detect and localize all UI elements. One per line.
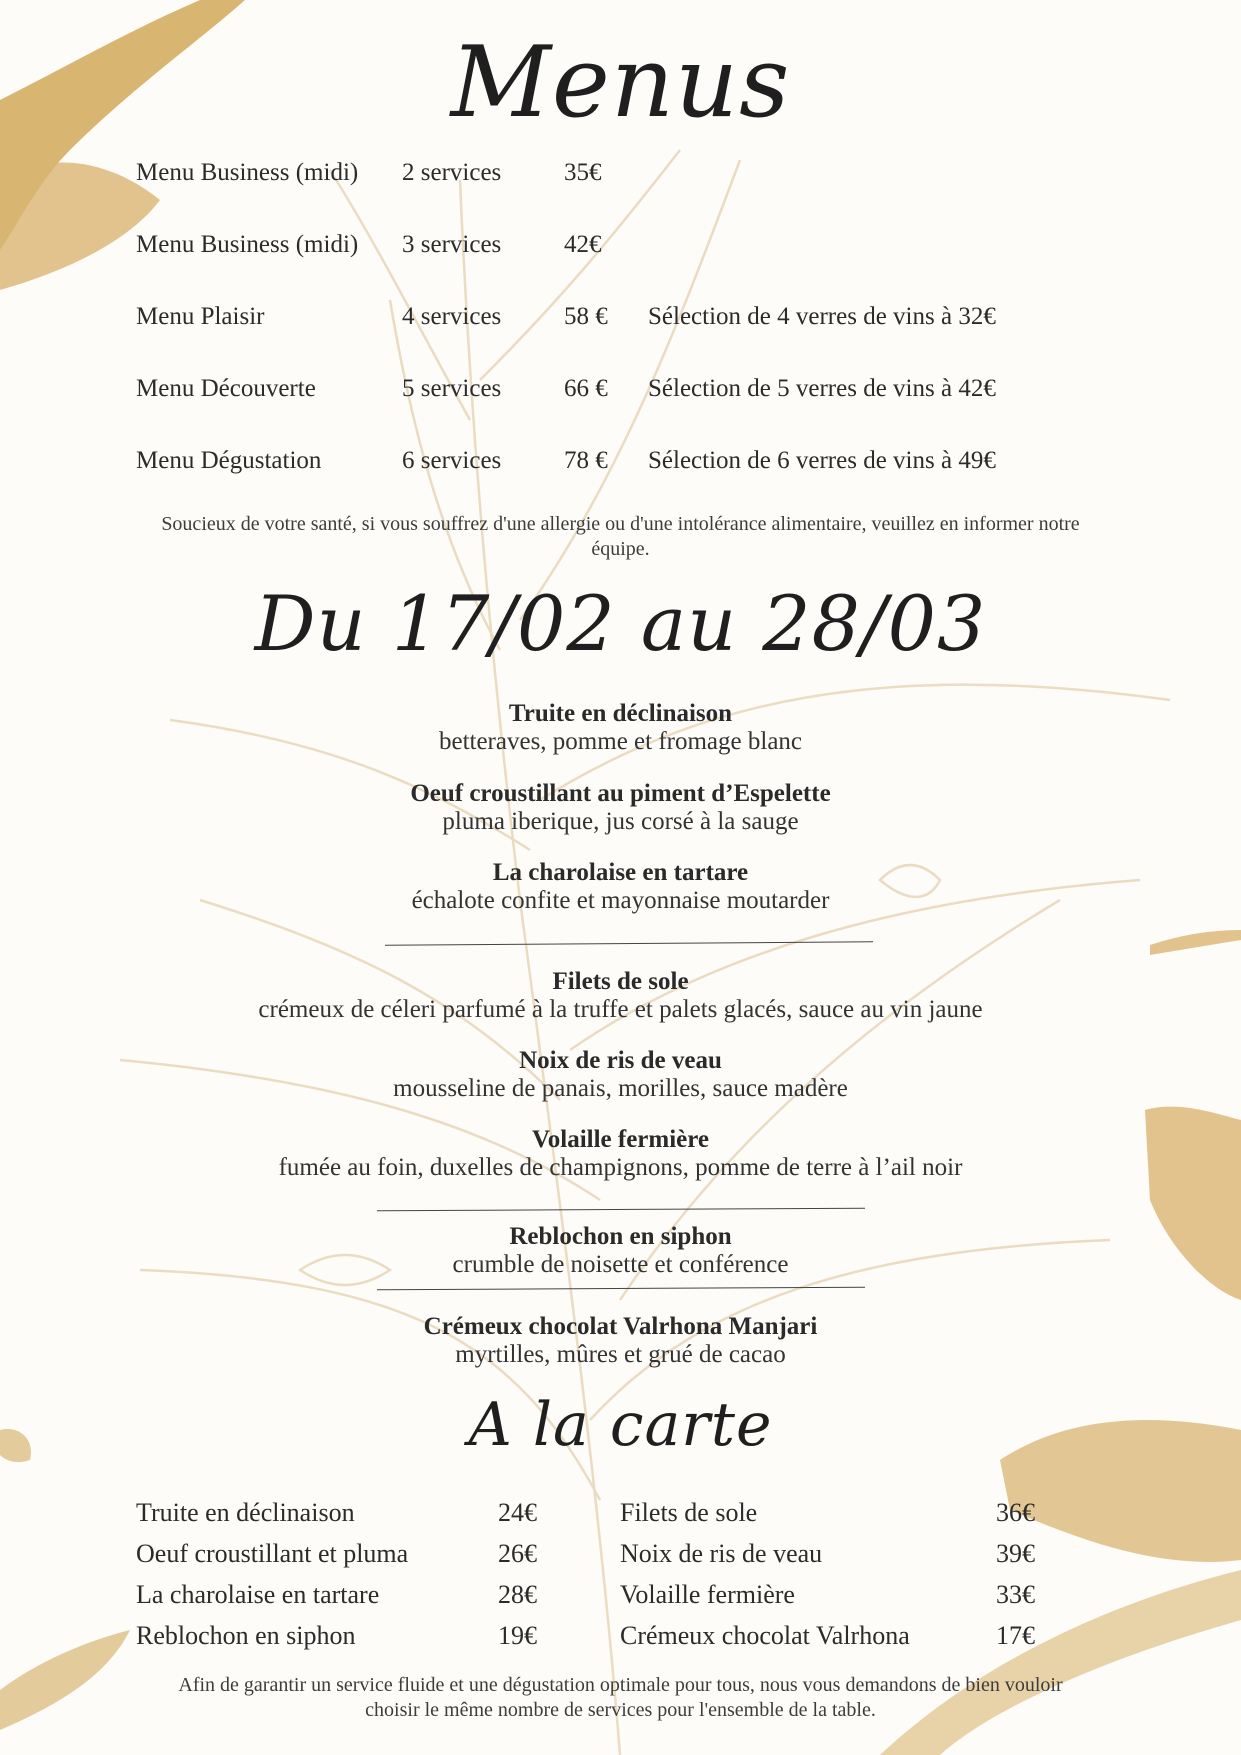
menu-price: 58 € <box>564 303 608 330</box>
a-la-carte-title: A la carte <box>468 1390 773 1460</box>
carte-item-price: 19€ <box>498 1621 537 1650</box>
dish-name: Volaille fermière <box>531 1126 709 1153</box>
dish-description: betteraves, pomme et fromage blanc <box>438 728 803 755</box>
dish-name: Noix de ris de veau <box>519 1047 722 1074</box>
dish-description: crémeux de céleri parfumé à la truffe et palets glacés, sauce au vin jaune <box>258 996 983 1023</box>
dish <box>120 1126 1121 1182</box>
carte-item-price: 33€ <box>996 1580 1035 1609</box>
menu-services: 5 services <box>402 375 502 402</box>
menu-price: 35€ <box>564 159 602 186</box>
carte-item-name: Truite en déclinaison <box>136 1498 355 1527</box>
carte-item-price: 17€ <box>996 1621 1035 1650</box>
carte-item-price: 26€ <box>498 1539 537 1568</box>
menu-row <box>136 158 1116 230</box>
carte-item-name: Crémeux chocolat Valrhona <box>620 1621 910 1650</box>
dish-description: pluma iberique, jus corsé à la sauge <box>442 808 799 835</box>
dates-title: Du 17/02 au 28/03 <box>254 579 987 668</box>
carte-item-price: 28€ <box>498 1580 537 1609</box>
dish-name: Filets de sole <box>552 968 689 995</box>
menu-services: 3 services <box>402 231 502 258</box>
menus-title: Menus <box>450 26 791 140</box>
dish-name: Reblochon en siphon <box>509 1223 732 1250</box>
menu-name: Menu Dégustation <box>136 447 322 474</box>
divider-line <box>377 1208 865 1212</box>
menu-wine-pairing: Sélection de 6 verres de vins à 49€ <box>648 447 996 474</box>
dish <box>120 1223 1121 1279</box>
divider-line <box>385 941 873 945</box>
menu-row <box>136 230 1116 302</box>
menu-name: Menu Découverte <box>136 375 316 402</box>
menu-table <box>136 158 1116 518</box>
menu-price: 42€ <box>564 231 602 258</box>
carte-item-name: Filets de sole <box>620 1498 758 1527</box>
carte-item-name: Oeuf croustillant et pluma <box>136 1539 409 1568</box>
dish <box>120 859 1121 915</box>
menu-services: 6 services <box>402 447 502 474</box>
carte-item-name: La charolaise en tartare <box>136 1580 380 1609</box>
menu-wine-pairing: Sélection de 5 verres de vins à 42€ <box>648 375 996 402</box>
dish-description: échalote confite et mayonnaise moutarder <box>411 887 830 914</box>
dish-description: fumée au foin, duxelles de champignons, pomme de terre à l’ail noir <box>278 1154 963 1181</box>
menu-wine-pairing: Sélection de 4 verres de vins à 32€ <box>648 303 996 330</box>
dish <box>120 968 1121 1024</box>
menu-services: 2 services <box>402 159 502 186</box>
dish-name: Truite en déclinaison <box>508 700 733 727</box>
carte-item-name: Reblochon en siphon <box>136 1621 356 1650</box>
menu-name: Menu Business (midi) <box>136 159 359 186</box>
dish-name: La charolaise en tartare <box>492 859 749 886</box>
dish-name: Oeuf croustillant au piment d’Espelette <box>410 780 831 807</box>
carte-item-name: Noix de ris de veau <box>620 1539 823 1568</box>
dish-description: myrtilles, mûres et grué de cacao <box>455 1341 786 1368</box>
menu-name: Menu Plaisir <box>136 303 265 330</box>
allergy-note: Soucieux de votre santé, si vous souffrez d'une allergie ou d'une intolérance alimentaire, veuillez en informer notre équipe. <box>161 513 1080 560</box>
service-note: Afin de garantir un service fluide et une dégustation optimale pour tous, nous vous demandons de bien vouloir choisir le même nombre de services pour l'ensemble de la table. <box>178 1674 1063 1721</box>
dish <box>120 1313 1121 1369</box>
menu-price: 66 € <box>564 375 608 402</box>
dish-description: crumble de noisette et conférence <box>452 1251 789 1278</box>
menu-price: 78 € <box>564 447 608 474</box>
dish <box>120 780 1121 836</box>
menu-row <box>136 374 1116 446</box>
divider-line <box>377 1287 865 1291</box>
carte-item-price: 24€ <box>498 1498 537 1527</box>
menu-row <box>136 302 1116 374</box>
dish-description: mousseline de panais, morilles, sauce madère <box>393 1075 848 1102</box>
menu-name: Menu Business (midi) <box>136 231 359 258</box>
menu-services: 4 services <box>402 303 502 330</box>
dish <box>120 700 1121 756</box>
carte-item-name: Volaille fermière <box>620 1580 795 1609</box>
carte-item-price: 39€ <box>996 1539 1035 1568</box>
dish <box>120 1047 1121 1103</box>
carte-item-price: 36€ <box>996 1498 1035 1527</box>
dish-name: Crémeux chocolat Valrhona Manjari <box>423 1313 818 1340</box>
menu-row <box>136 446 1116 518</box>
